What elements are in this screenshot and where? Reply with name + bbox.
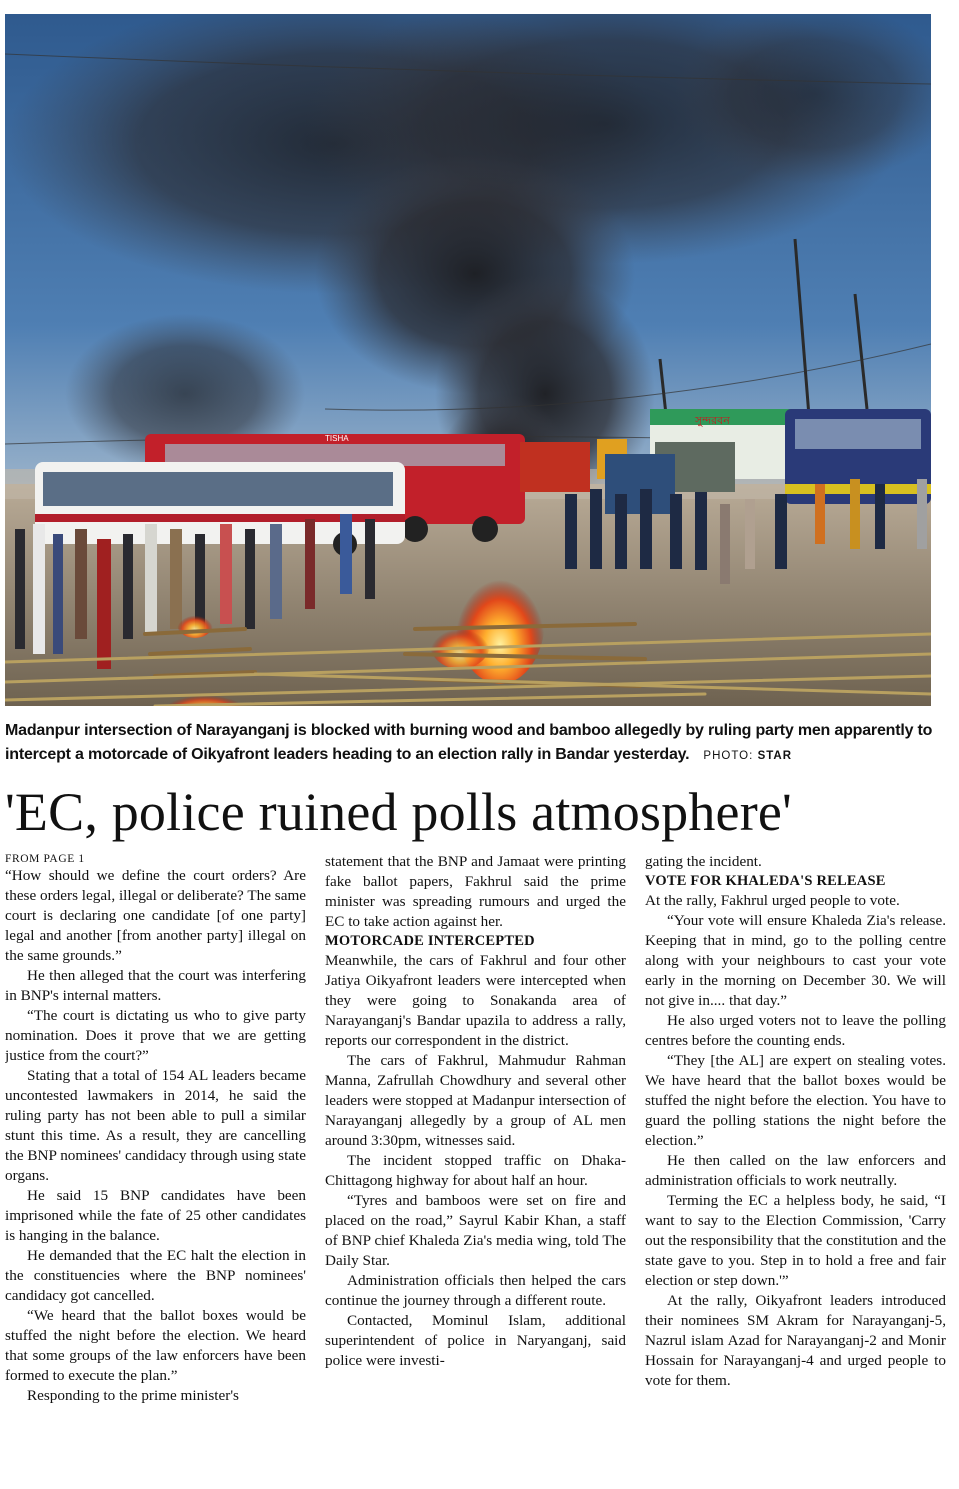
- headline: 'EC, police ruined polls atmosphere': [5, 782, 792, 842]
- subhead-motorcade: MOTORCADE INTERCEPTED: [325, 933, 535, 949]
- paragraph: “The court is dictating us who to give party nomination. Does it prove that we are getting justice from the court?”: [5, 1007, 306, 1064]
- jump-kicker: FROM PAGE 1: [5, 853, 85, 865]
- paragraph: Contacted, Mominul Islam, additional superintendent of police in Naryanganj, said police were investi-: [325, 1312, 626, 1369]
- photo-credit-label: PHOTO:: [703, 750, 754, 762]
- article-column-1: [5, 852, 306, 1486]
- photo-illustration: [5, 14, 931, 706]
- bus-label: TISHA: [325, 434, 349, 443]
- paragraph: He then called on the law enforcers and administration officials to work neutrally.: [645, 1152, 946, 1189]
- paragraph: He said 15 BNP candidates have been imprisoned while the fate of 25 other candidates is hanging in the balance.: [5, 1187, 306, 1244]
- paragraph: He also urged voters not to leave the polling centres before the counting ends.: [645, 1012, 946, 1049]
- paragraph: Terming the EC a helpless body, he said, “I want to say to the Election Commission, 'Carry out the responsibility that the constitution and the state gave to you. Step in to hold a free and fair election or step down.'”: [645, 1192, 946, 1289]
- news-photo: [5, 14, 931, 706]
- photo-credit-source: STAR: [757, 750, 793, 762]
- caption-text: Madanpur intersection of Narayanganj is blocked with burning wood and bamboo allegedly by ruling party men apparently to intercept a motorcade of Oikyafront leaders heading to an election rally in Bandar yesterday.: [5, 722, 933, 763]
- photo-caption: [5, 719, 935, 768]
- paragraph: “Tyres and bamboos were set on fire and placed on the road,” Sayrul Kabir Khan, a staff of BNP chief Khaleda Zia's media wing, told The Daily Star.: [325, 1192, 626, 1269]
- paragraph: The cars of Fakhrul, Mahmudur Rahman Manna, Zafrullah Chowdhury and several other leaders were stopped at Madanpur intersection of Narayanganj allegedly by a group of AL men around 3:30pm, witnesses said.: [325, 1052, 626, 1149]
- paragraph: Stating that a total of 154 AL leaders became uncontested lawmakers in 2014, he said the ruling party has not been able to pull a similar stunt this time. As a result, they are cancelling the BNP nominees' candidacy through using state organs.: [5, 1067, 306, 1184]
- paragraph: Responding to the prime minister's: [27, 1387, 239, 1404]
- paragraph: Administration officials then helped the cars continue the journey through a different route.: [325, 1272, 626, 1309]
- paragraph: He demanded that the EC halt the election in the constituencies where the BNP nominees' candidacy got cancelled.: [5, 1247, 306, 1304]
- article-column-2: [325, 852, 626, 1486]
- paragraph: “We heard that the ballot boxes would be stuffed the night before the election. We heard that some groups of the law enforcers have been formed to execute the plan.”: [5, 1307, 306, 1384]
- paragraph: “Your vote will ensure Khaleda Zia's release. Keeping that in mind, go to the polling centre along with your neighbours to cast your vote early in the morning on December 30. We will not give in.... that day.”: [645, 912, 946, 1009]
- paragraph: Meanwhile, the cars of Fakhrul and four other Jatiya Oikyafront leaders were intercepted when they were going to Sonakanda area of Narayanganj's Bandar upazila to address a rally, reports our correspondent in the district.: [325, 952, 626, 1049]
- paragraph: At the rally, Oikyafront leaders introduced their nominees SM Akram for Narayanganj-5, Nazrul islam Azad for Narayanganj-2 and Monir Hossain for Narayanganj-4 and urged people to vote for them.: [645, 1292, 946, 1389]
- paragraph: At the rally, Fakhrul urged people to vote.: [645, 892, 900, 909]
- paragraph: gating the incident.: [645, 853, 762, 870]
- article-column-3: [645, 852, 946, 1486]
- subhead-vote: VOTE FOR KHALEDA'S RELEASE: [645, 873, 886, 889]
- paragraph: “They [the AL] are expert on stealing votes. We have heard that the ballot boxes would be stuffed the night before the election. You have to guard the polling stations the night before the election.”: [645, 1052, 946, 1149]
- paragraph: statement that the BNP and Jamaat were printing fake ballot papers, Fakhrul said the prime minister was spreading rumours and urged the EC to take action against her.: [325, 853, 626, 930]
- paragraph: He then alleged that the court was interfering in BNP's internal matters.: [5, 967, 306, 1004]
- paragraph: The incident stopped traffic on Dhaka-Chittagong highway for about half an hour.: [325, 1152, 626, 1189]
- truck-label: সুন্দরবন: [695, 414, 730, 427]
- paragraph: “How should we define the court orders? Are these orders legal, illegal or deliberate? The same court is declaring one candidate [of one party] legal and another [from another party] illegal on the same grounds.”: [5, 867, 306, 964]
